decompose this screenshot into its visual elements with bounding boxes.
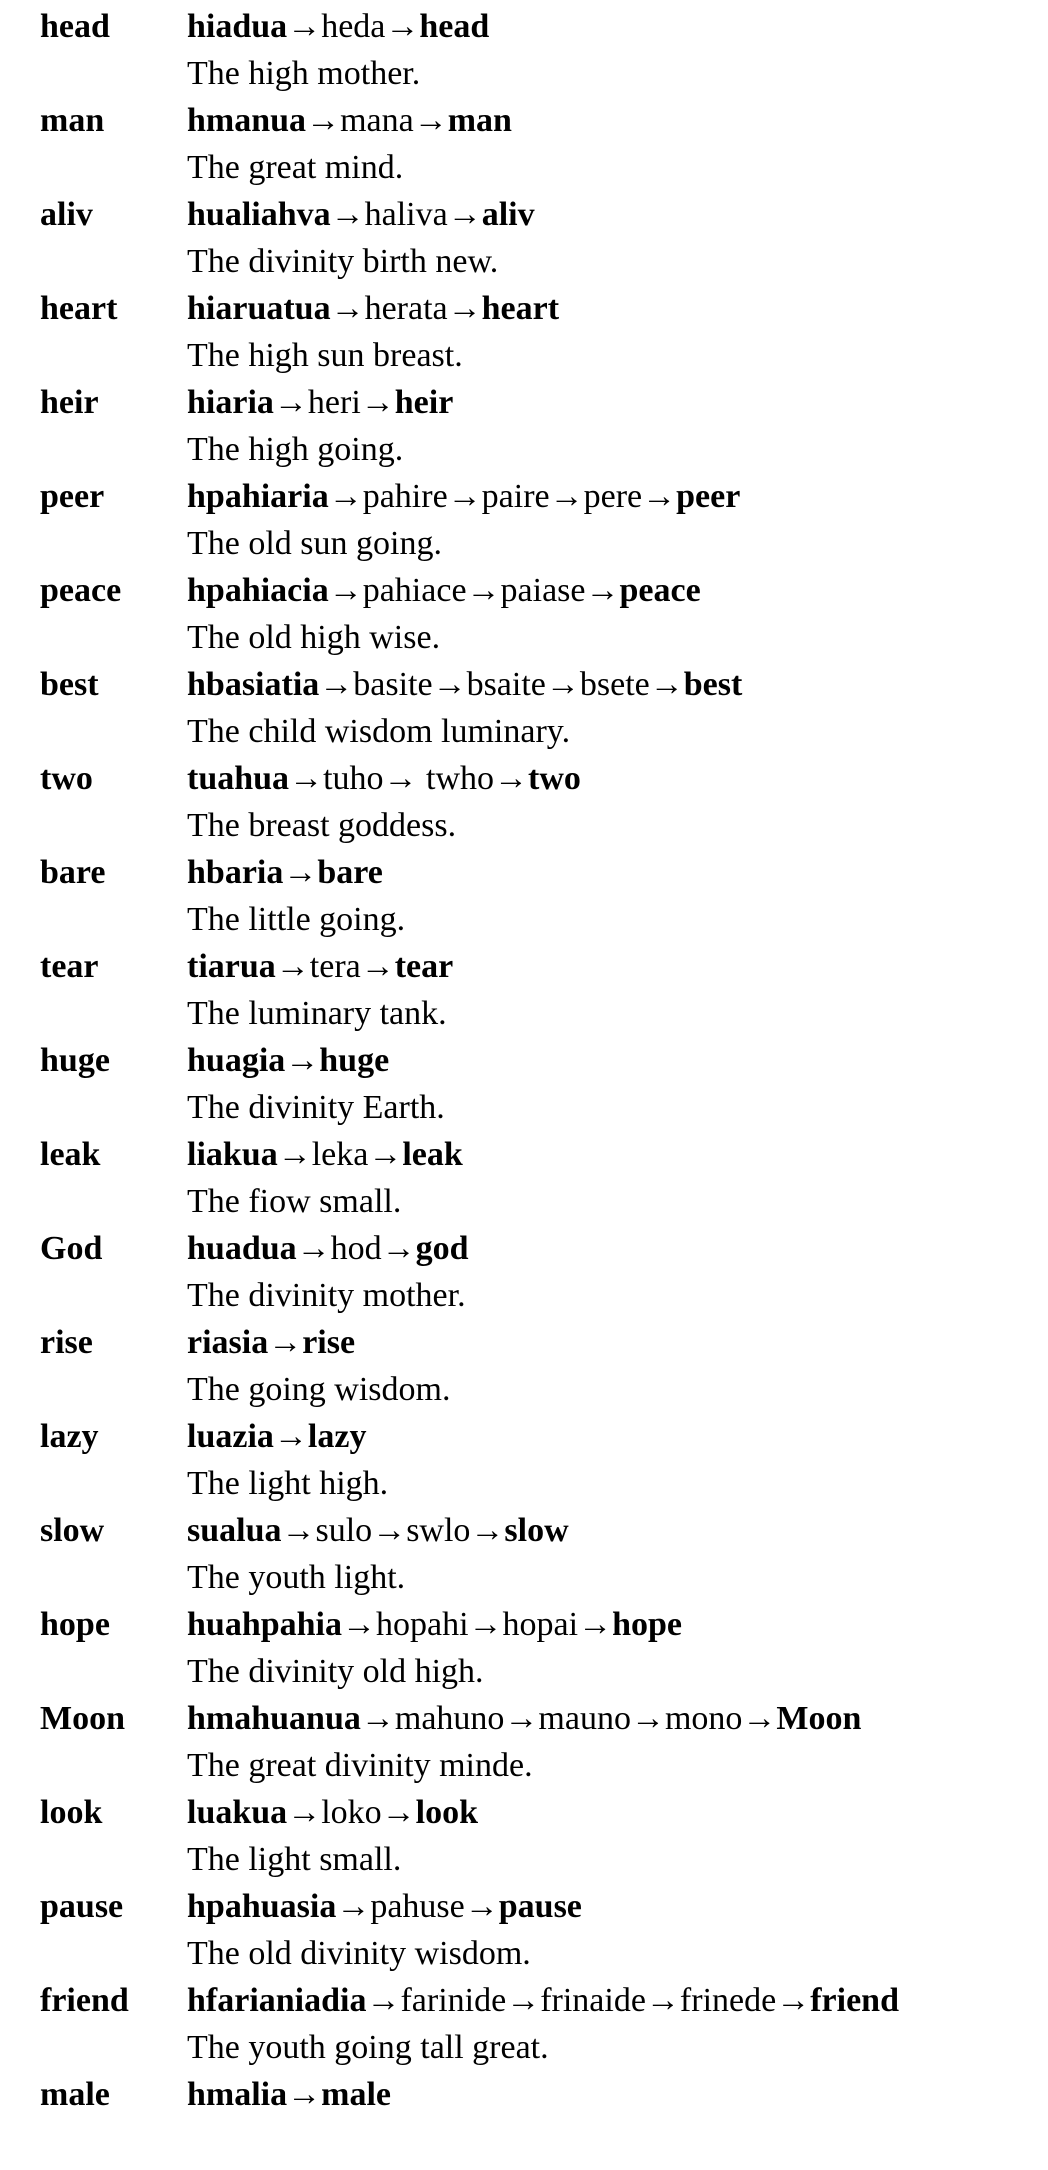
headword: pause	[40, 1888, 124, 1925]
root-form: huahpahia	[187, 1606, 342, 1643]
headword: best	[40, 666, 99, 703]
root-form: hiaruatua	[187, 290, 331, 327]
arrow-icon: →	[273, 1418, 308, 1455]
derivation-chain	[187, 1977, 899, 2024]
derivation-chain	[187, 2071, 391, 2118]
arrow-icon: →	[281, 1512, 316, 1549]
derivation-chain	[187, 285, 559, 332]
derivation-chain	[187, 567, 701, 614]
headword: hope	[40, 1606, 110, 1643]
arrow-icon: →	[360, 1700, 395, 1737]
arrow-icon: →	[470, 1512, 505, 1549]
intermediate-form: paiase	[500, 572, 586, 609]
entry	[0, 1319, 1048, 1413]
derivation-chain	[187, 1601, 682, 1648]
arrow-icon: →	[464, 1888, 499, 1925]
entry-row	[0, 1977, 1048, 2024]
headword: male	[40, 2076, 110, 2113]
entry	[0, 473, 1048, 567]
derivation-chain	[187, 1883, 582, 1930]
intermediate-form: basite	[353, 666, 433, 703]
entry-row	[0, 1507, 1048, 1554]
intermediate-form: hod	[330, 1230, 382, 1267]
gloss: The old sun going.	[187, 525, 442, 562]
arrow-icon: →	[468, 1606, 503, 1643]
entry-row	[0, 849, 1048, 896]
root-form: hualiahva	[187, 196, 331, 233]
root-form: sualua	[187, 1512, 282, 1549]
gloss-row	[0, 332, 1048, 379]
arrow-icon: →	[287, 1794, 322, 1831]
entry-row	[0, 1883, 1048, 1930]
arrow-icon: →	[506, 1982, 541, 2019]
entry-row	[0, 567, 1048, 614]
arrow-icon: →	[447, 196, 482, 233]
arrow-icon: →	[360, 384, 395, 421]
entry-row	[0, 3, 1048, 50]
entry	[0, 567, 1048, 661]
intermediate-form: paire	[481, 478, 550, 515]
intermediate-form: loko	[321, 1794, 382, 1831]
intermediate-form: twho	[417, 760, 495, 797]
arrow-icon: →	[413, 102, 448, 139]
gloss-row	[0, 520, 1048, 567]
entry	[0, 1695, 1048, 1789]
root-form: huge	[319, 1042, 390, 1079]
entry	[0, 755, 1048, 849]
gloss: The great divinity minde.	[187, 1747, 533, 1784]
root-form: two	[528, 760, 581, 797]
headword: peer	[40, 478, 105, 515]
root-form: hpahiaria	[187, 478, 329, 515]
gloss-row	[0, 1554, 1048, 1601]
gloss-row	[0, 1742, 1048, 1789]
headword: look	[40, 1794, 103, 1831]
arrow-icon: →	[336, 1888, 371, 1925]
gloss: The high sun breast.	[187, 337, 463, 374]
headword: friend	[40, 1982, 129, 2019]
gloss-row	[0, 2024, 1048, 2071]
arrow-icon: →	[277, 1136, 312, 1173]
headword: bare	[40, 854, 106, 891]
entry	[0, 1037, 1048, 1131]
arrow-icon: →	[360, 948, 395, 985]
gloss-row	[0, 1272, 1048, 1319]
intermediate-form: mono	[664, 1700, 743, 1737]
arrow-icon: →	[285, 1042, 320, 1079]
gloss: The youth light.	[187, 1559, 406, 1596]
derivation-chain	[187, 1789, 478, 1836]
entry-row	[0, 191, 1048, 238]
entry	[0, 1507, 1048, 1601]
entry	[0, 97, 1048, 191]
entry	[0, 943, 1048, 1037]
gloss: The divinity old high.	[187, 1653, 484, 1690]
gloss-row	[0, 1836, 1048, 1883]
gloss: The breast goddess.	[187, 807, 457, 844]
entry	[0, 661, 1048, 755]
entry-row	[0, 1225, 1048, 1272]
arrow-icon: →	[328, 478, 363, 515]
derivation-chain	[187, 661, 742, 708]
root-form: leak	[402, 1136, 463, 1173]
entry	[0, 1131, 1048, 1225]
arrow-icon: →	[447, 478, 482, 515]
headword: God	[40, 1230, 103, 1267]
intermediate-form: mauno	[538, 1700, 631, 1737]
gloss: The light high.	[187, 1465, 389, 1502]
gloss: The old divinity wisdom.	[187, 1935, 531, 1972]
derivation-chain	[187, 1695, 861, 1742]
gloss-row	[0, 50, 1048, 97]
gloss-row	[0, 238, 1048, 285]
gloss-row	[0, 896, 1048, 943]
root-form: head	[419, 8, 490, 45]
derivation-chain	[187, 1037, 389, 1084]
gloss-row	[0, 144, 1048, 191]
entry	[0, 285, 1048, 379]
arrow-icon: →	[381, 1230, 416, 1267]
root-form: liakua	[187, 1136, 278, 1173]
intermediate-form: mana	[340, 102, 414, 139]
arrow-icon: →	[742, 1700, 777, 1737]
arrow-icon: →	[447, 290, 482, 327]
arrow-icon: →	[504, 1700, 539, 1737]
entry-row	[0, 661, 1048, 708]
gloss: The high going.	[187, 431, 404, 468]
arrow-icon: →	[366, 1982, 401, 2019]
intermediate-form: leka	[311, 1136, 369, 1173]
entry-row	[0, 97, 1048, 144]
intermediate-form: heri	[307, 384, 361, 421]
headword: heir	[40, 384, 99, 421]
entry	[0, 1225, 1048, 1319]
root-form: bare	[317, 854, 383, 891]
gloss-row	[0, 1930, 1048, 1977]
arrow-icon: →	[466, 572, 501, 609]
entry	[0, 1977, 1048, 2071]
headword: man	[40, 102, 105, 139]
root-form: pause	[498, 1888, 582, 1925]
root-form: peer	[676, 478, 741, 515]
entry-row	[0, 1131, 1048, 1178]
arrow-icon: →	[287, 2076, 322, 2113]
gloss-row	[0, 1460, 1048, 1507]
entry-row	[0, 473, 1048, 520]
root-form: luazia	[187, 1418, 274, 1455]
entry-row	[0, 1601, 1048, 1648]
derivation-chain	[187, 849, 383, 896]
arrow-icon: →	[296, 1230, 331, 1267]
intermediate-form: bsaite	[466, 666, 546, 703]
root-form: Moon	[776, 1700, 862, 1737]
intermediate-form: farinide	[400, 1982, 507, 2019]
gloss: The fiow small.	[187, 1183, 402, 1220]
headword: rise	[40, 1324, 93, 1361]
root-form: lazy	[307, 1418, 367, 1455]
root-form: look	[415, 1794, 478, 1831]
intermediate-form: tuho	[323, 760, 384, 797]
headword: heart	[40, 290, 118, 327]
gloss: The divinity birth new.	[187, 243, 499, 280]
headword: aliv	[40, 196, 93, 233]
intermediate-form: frinede	[679, 1982, 777, 2019]
root-form: male	[321, 2076, 391, 2113]
gloss: The old high wise.	[187, 619, 441, 656]
intermediate-form: heda	[321, 8, 386, 45]
arrow-icon: →	[776, 1982, 811, 2019]
intermediate-form: pere	[583, 478, 643, 515]
root-form: hmahuanua	[187, 1700, 361, 1737]
derivation-chain	[187, 191, 535, 238]
arrow-icon: →	[273, 384, 308, 421]
root-form: riasia	[187, 1324, 269, 1361]
derivation-chain	[187, 1507, 569, 1554]
arrow-icon: →	[630, 1700, 665, 1737]
gloss-row	[0, 708, 1048, 755]
root-form: peace	[619, 572, 701, 609]
arrow-icon: →	[283, 854, 318, 891]
entry-row	[0, 379, 1048, 426]
derivation-chain	[187, 97, 512, 144]
entry	[0, 191, 1048, 285]
root-form: slow	[504, 1512, 569, 1549]
entry	[0, 849, 1048, 943]
arrow-icon: →	[585, 572, 620, 609]
arrow-icon: →	[328, 572, 363, 609]
gloss: The youth going tall great.	[187, 2029, 549, 2066]
root-form: heir	[394, 384, 454, 421]
root-form: rise	[302, 1324, 356, 1361]
arrow-icon: →	[549, 478, 584, 515]
entry-row	[0, 755, 1048, 802]
derivation-chain	[187, 1413, 366, 1460]
arrow-icon: →	[545, 666, 580, 703]
entry	[0, 1789, 1048, 1883]
headword: slow	[40, 1512, 105, 1549]
arrow-icon: →	[372, 1512, 407, 1549]
gloss: The divinity Earth.	[187, 1089, 445, 1126]
root-form: hiadua	[187, 8, 288, 45]
gloss-row	[0, 426, 1048, 473]
arrow-icon: →	[432, 666, 467, 703]
entry	[0, 3, 1048, 97]
root-form: best	[683, 666, 743, 703]
headword: tear	[40, 948, 99, 985]
intermediate-form: haliva	[364, 196, 448, 233]
root-form: hmalia	[187, 2076, 288, 2113]
headword: Moon	[40, 1700, 125, 1737]
derivation-chain	[187, 473, 740, 520]
entry	[0, 1601, 1048, 1695]
gloss: The child wisdom luminary.	[187, 713, 571, 750]
headword: huge	[40, 1042, 110, 1079]
arrow-icon: →	[385, 8, 420, 45]
root-form: hpahiacia	[187, 572, 329, 609]
arrow-icon: →	[649, 666, 684, 703]
root-form: hbaria	[187, 854, 284, 891]
entry	[0, 1413, 1048, 1507]
root-form: heart	[481, 290, 560, 327]
derivation-chain	[187, 755, 581, 802]
intermediate-form: pahire	[362, 478, 448, 515]
gloss: The little going.	[187, 901, 406, 938]
entry-row	[0, 1695, 1048, 1742]
arrow-icon: →	[306, 102, 341, 139]
intermediate-form: pahuse	[370, 1888, 465, 1925]
arrow-icon: →	[368, 1136, 403, 1173]
intermediate-form: swlo	[406, 1512, 471, 1549]
arrow-icon: →	[330, 196, 365, 233]
entry	[0, 1883, 1048, 1977]
entry	[0, 379, 1048, 473]
gloss: The light small.	[187, 1841, 402, 1878]
root-form: aliv	[481, 196, 535, 233]
intermediate-form: frinaide	[540, 1982, 646, 2019]
entry-row	[0, 1319, 1048, 1366]
headword: lazy	[40, 1418, 99, 1455]
gloss-row	[0, 1366, 1048, 1413]
headword: two	[40, 760, 93, 797]
arrow-icon: →	[330, 290, 365, 327]
arrow-icon: →	[268, 1324, 303, 1361]
headword: head	[40, 8, 110, 45]
arrow-icon: →	[494, 760, 529, 797]
arrow-icon: →	[287, 8, 322, 45]
arrow-icon: →	[275, 948, 310, 985]
arrow-icon: →	[381, 1794, 416, 1831]
gloss-row	[0, 1648, 1048, 1695]
headword: leak	[40, 1136, 101, 1173]
intermediate-form: tera	[309, 948, 361, 985]
arrow-icon: →	[342, 1606, 376, 1643]
root-form: man	[447, 102, 512, 139]
root-form: hiaria	[187, 384, 274, 421]
gloss: The luminary tank.	[187, 995, 447, 1032]
root-form: friend	[810, 1982, 899, 2019]
root-form: hpahuasia	[187, 1888, 337, 1925]
derivation-chain	[187, 1319, 355, 1366]
gloss-row	[0, 1084, 1048, 1131]
intermediate-form: pahiace	[362, 572, 467, 609]
gloss: The high mother.	[187, 55, 421, 92]
gloss-row	[0, 614, 1048, 661]
root-form: tear	[394, 948, 454, 985]
gloss-row	[0, 990, 1048, 1037]
entry-row	[0, 285, 1048, 332]
arrow-icon: →	[289, 760, 324, 797]
root-form: huadua	[187, 1230, 297, 1267]
gloss: The divinity mother.	[187, 1277, 466, 1314]
root-form: tiarua	[187, 948, 276, 985]
intermediate-form: herata	[364, 290, 448, 327]
arrow-icon: →	[642, 478, 677, 515]
arrow-icon: →	[645, 1982, 680, 2019]
gloss: The going wisdom.	[187, 1371, 451, 1408]
root-form: god	[415, 1230, 469, 1267]
arrow-icon: →	[319, 666, 354, 703]
intermediate-form: hopahi	[376, 1606, 469, 1643]
intermediate-form: mahuno	[394, 1700, 505, 1737]
gloss-row	[0, 1178, 1048, 1225]
derivation-chain	[187, 3, 489, 50]
root-form: tuahua	[187, 760, 290, 797]
derivation-chain	[187, 943, 453, 990]
arrow-icon: →	[578, 1606, 613, 1643]
intermediate-form: sulo	[315, 1512, 373, 1549]
root-form: hfarianiadia	[187, 1982, 367, 2019]
intermediate-form: hopai	[502, 1606, 579, 1643]
entry-row	[0, 2071, 1048, 2118]
entry	[0, 2071, 1048, 2118]
derivation-chain	[187, 379, 453, 426]
arrow-icon: →	[383, 760, 418, 797]
derivation-chain	[187, 1225, 469, 1272]
root-form: huagia	[187, 1042, 286, 1079]
gloss: The great mind.	[187, 149, 404, 186]
entry-row	[0, 943, 1048, 990]
gloss-row	[0, 802, 1048, 849]
derivation-chain	[187, 1131, 463, 1178]
entry-row	[0, 1037, 1048, 1084]
root-form: luakua	[187, 1794, 288, 1831]
root-form: hope	[612, 1606, 683, 1643]
root-form: hbasiatia	[187, 666, 320, 703]
root-form: hmanua	[187, 102, 307, 139]
intermediate-form: bsete	[579, 666, 650, 703]
entry-row	[0, 1789, 1048, 1836]
entry-row	[0, 1413, 1048, 1460]
headword: peace	[40, 572, 122, 609]
